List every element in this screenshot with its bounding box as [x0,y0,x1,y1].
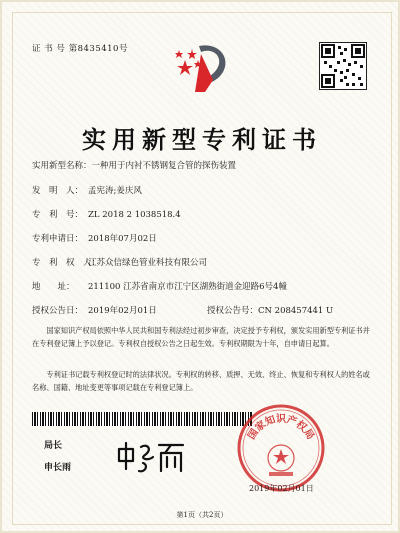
field-label: 地 址： [32,282,75,292]
field-value: 2019年02月01日 [88,306,157,316]
utility-model-name-row [32,159,236,171]
seal-date: 2019年02月01日 [249,484,314,493]
field-value: ZL 2018 2 1038518.4 [88,210,181,220]
field-value: 211100 江苏省南京市江宁区湖熟街道金迎路6号4幢 [88,282,287,292]
filing-date-row [32,232,157,244]
patent-office-logo-icon [165,40,237,96]
announcement-number-row [207,304,333,316]
director-title: 局长 [44,441,63,451]
grant-date-row [32,304,157,316]
seal-text: 国家知识产权局 [246,414,316,442]
field-label: 授权公告日： [32,306,84,316]
field-label: 发 明 人： [32,186,84,196]
qr-code-icon [319,42,367,90]
director-name: 申长雨 [44,463,72,473]
field-label: 专 利 号： [32,210,84,220]
field-label: 专 利 权 人： [32,258,101,268]
handwritten-signature-icon [115,439,187,477]
document-title: 实用新型专利证书 [82,125,322,154]
patentee-row [32,256,207,268]
field-label: 专利申请日： [32,234,84,244]
field-value: 一种用于内衬不锈钢复合管的探伤装置 [91,161,237,171]
field-value: 2018年07月02日 [88,234,157,244]
legal-status-paragraph: 专利证书记载专利权登记时的法律状况。专利权的转移、质押、无效、终止、恢复和专利权人的姓名或名称、国籍、地址变更等事项记载在专利登记簿上。 [32,370,370,392]
grant-statement-paragraph: 国家知识产权局依照中华人民共和国专利法经过初步审查，决定授予专利权，颁发实用新型专利证书并在专利登记簿上予以登记。专利权自授权公告之日起生效。专利权期限为十年，自申请日起算。 [32,326,370,348]
field-label: 实用新型名称： [32,161,92,171]
field-value: 江苏众信绿色管业科技有限公司 [88,258,208,268]
field-label: 授权公告号： [207,306,259,316]
certificate-number: 证 书 号 第8435410号 [32,44,128,54]
barcode-icon [32,412,252,426]
patent-number-row [32,208,181,220]
field-value: 孟宪涛;姜庆风 [88,186,142,196]
inventor-row [32,184,142,196]
field-value: CN 208457441 U [258,306,334,316]
page-number: 第1页（共2页） [176,511,228,519]
address-row [32,280,287,292]
official-seal-icon [235,402,327,494]
